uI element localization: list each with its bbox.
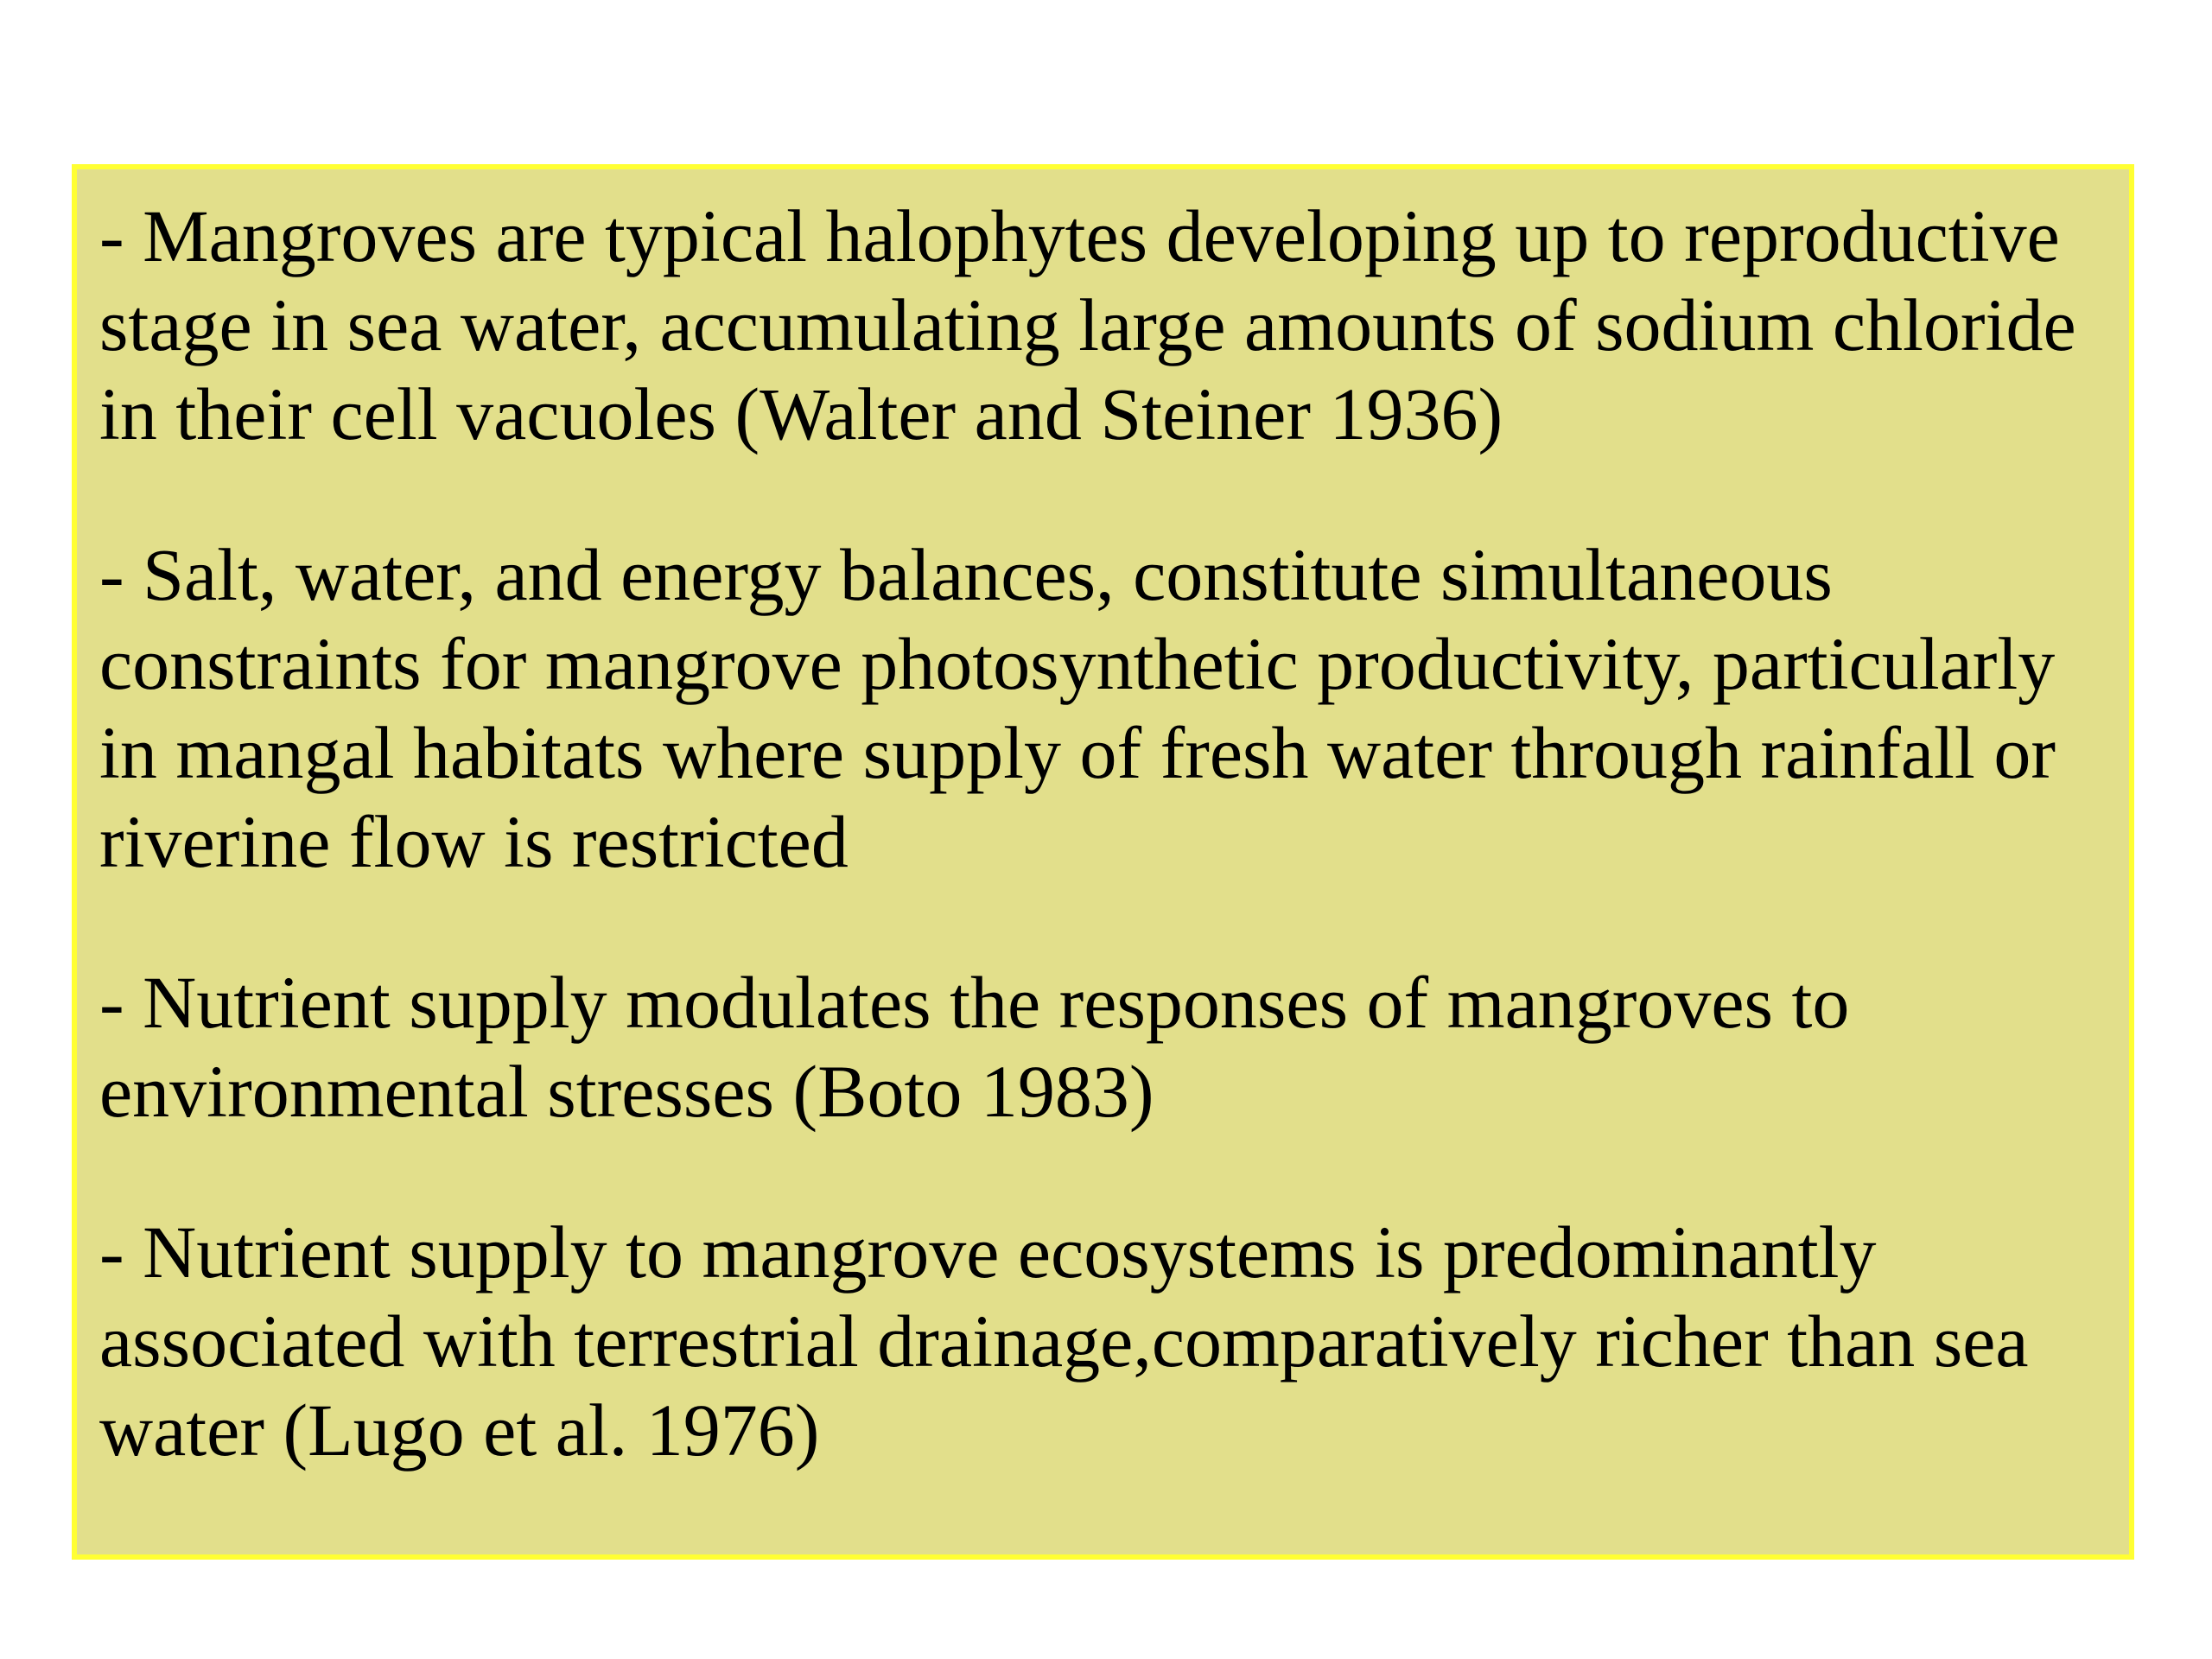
paragraph-halophytes: - Mangroves are typical halophytes developing up to reproductive stage in sea water, accumulating large amounts of sodium chloride in their cell vacuoles (Walter and Steiner 1936) (99, 194, 2076, 455)
highlighted-text-box (72, 164, 2134, 1560)
paragraph-balances: - Salt, water, and energy balances, constitute simultaneous constraints for mangrove photosynthetic productivity, particularly in mangal habitats where supply of fresh water through rainfall or riverine flow is restricted (99, 533, 2056, 883)
paragraph-nutrient-responses: - Nutrient supply modulates the responses of mangroves to environmental stresses (Boto 1983) (99, 961, 1850, 1133)
paragraph-nutrient-supply: - Nutrient supply to mangrove ecosystems is predominantly associated with terrestrial drainage,comparatively richer than sea water (Lugo et al. 1976) (99, 1211, 2029, 1471)
